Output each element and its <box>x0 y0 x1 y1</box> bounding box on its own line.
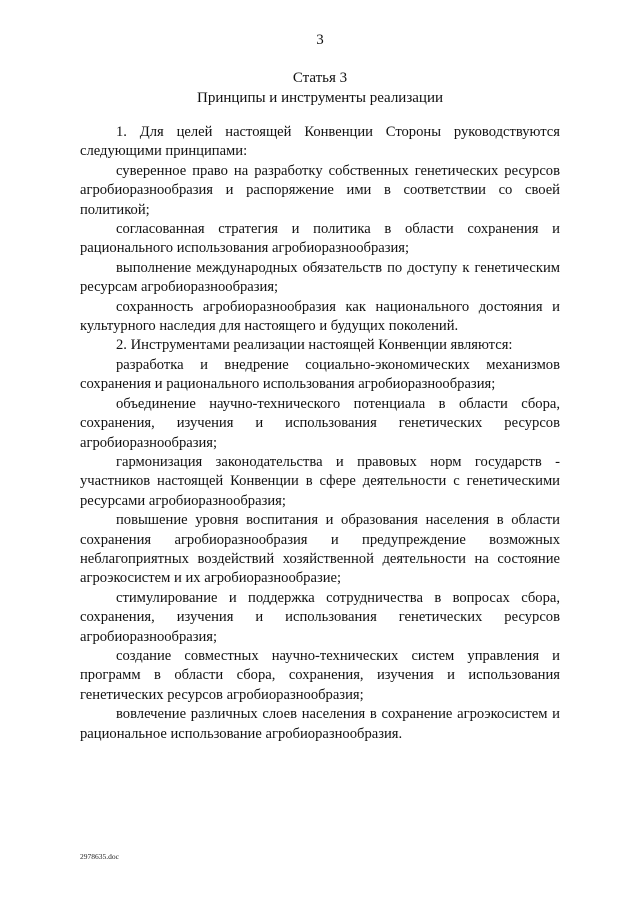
paragraph: повышение уровня воспитания и образования населения в области сохранения агробиоразнообразия и предупреждение возможных неблагоприятных воздействий хозяйственной деятельности на состояние агроэкосистем и их агробиоразнообразие; <box>80 512 560 587</box>
paragraph: объединение научно-технического потенциала в области сбора, сохранения, изучения и использования генетических ресурсов агробиоразнообразия; <box>80 395 560 451</box>
paragraph: гармонизация законодательства и правовых норм государств - участников настоящей Конвенции в сфере деятельности с генетическими ресурсами агробиоразнообразия; <box>80 453 560 509</box>
paragraph: 2. Инструментами реализации настоящей Конвенции являются: <box>116 337 513 354</box>
paragraph: 1. Для целей настоящей Конвенции Стороны руководствуются следующими принципами: <box>80 124 560 160</box>
paragraph: сохранность агробиоразнообразия как национального достояния и культурного наследия для настоящего и будущих поколений. <box>80 298 560 335</box>
paragraph: суверенное право на разработку собственных генетических ресурсов агробиоразнообразия и распоряжение ими в соответствии со своей политикой; <box>80 162 560 218</box>
paragraph: вовлечение различных слоев населения в сохранение агроэкосистем и рациональное использование агробиоразнообразия. <box>80 706 560 742</box>
paragraph: разработка и внедрение социально-экономических механизмов сохранения и рационального использования агробиоразнообразия; <box>80 356 560 393</box>
article-heading <box>0 68 640 108</box>
article-number: Статья 3 <box>292 70 348 86</box>
paragraph: стимулирование и поддержка сотрудничества в вопросах сбора, сохранения, изучения и использования генетических ресурсов агробиоразнообразия; <box>80 589 560 645</box>
paragraph: согласованная стратегия и политика в области сохранения и рационального использования агробиоразнообразия; <box>80 221 560 257</box>
document-body <box>80 123 560 744</box>
page-number: 3 <box>316 32 324 48</box>
article-title: Принципы и инструменты реализации <box>197 90 443 106</box>
paragraph: выполнение международных обязательств по доступу к генетическим ресурсам агробиоразнообразия; <box>80 259 560 296</box>
footer-file-name: 2978635.doc <box>80 852 119 861</box>
paragraph: создание совместных научно-технических систем управления и программ в области сбора, сохранения, изучения и использования генетических ресурсов агробиоразнообразия; <box>80 647 560 703</box>
